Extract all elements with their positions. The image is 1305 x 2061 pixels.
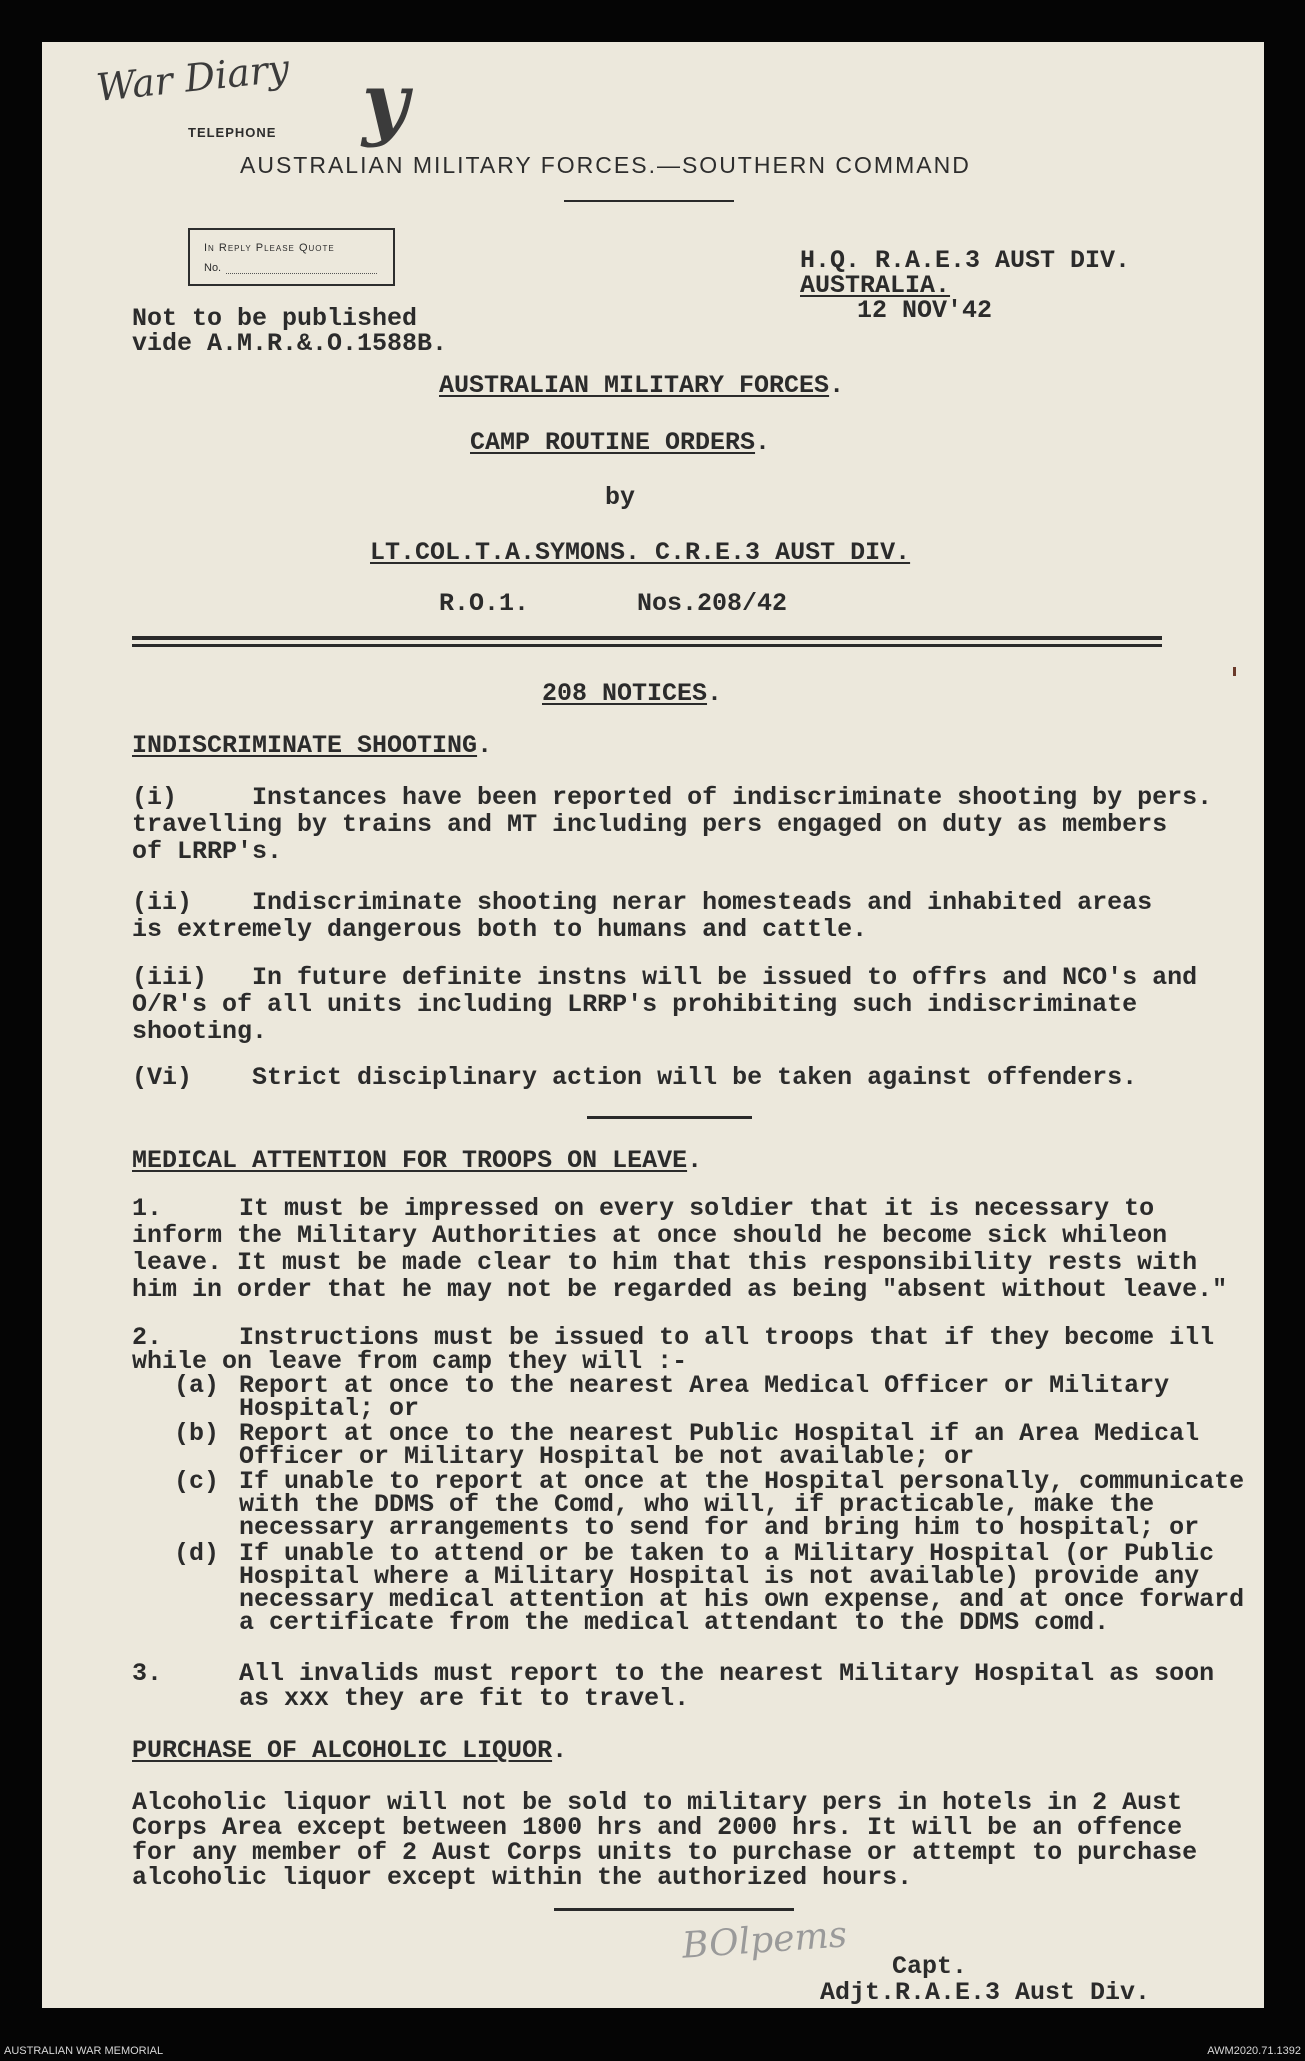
s2-sub-b-line1: Report at once to the nearest Public Hospital if an Area Medical: [239, 1419, 1200, 1448]
s1-item-2-num: (ii): [132, 888, 193, 917]
s2-para2-line2: while on leave from camp they will :-: [132, 1347, 688, 1376]
section2-heading-text: MEDICAL ATTENTION FOR TROOPS ON LEAVE: [132, 1146, 688, 1175]
s3-line4: alcoholic liquor except within the authorized hours.: [132, 1863, 913, 1892]
s2-sub-d-letter: (d): [174, 1539, 220, 1568]
s3-line3: for any member of 2 Aust Corps units to purchase or attempt to purchase: [132, 1838, 1198, 1867]
reply-quote-box: [188, 228, 395, 286]
section-divider-2: [554, 1908, 794, 1911]
s2-sub-b-letter: (b): [174, 1419, 220, 1448]
s3-line1: Alcoholic liquor will not be sold to military pers in hotels in 2 Aust: [132, 1788, 1183, 1817]
s1-item-3-line2: O/R's of all units including LRRP's prohibiting such indiscriminate: [132, 990, 1138, 1019]
s2-sub-d-line3: necessary medical attention at his own expense, and at once forward: [239, 1585, 1245, 1614]
s1-item-4-num: (Vi): [132, 1063, 193, 1092]
s2-sub-c-letter: (c): [174, 1467, 220, 1496]
s2-para3-line2: as xxx they are fit to travel.: [239, 1684, 690, 1713]
document-page: [42, 42, 1264, 2008]
s2-para3-line1: All invalids must report to the nearest Military Hospital as soon: [239, 1659, 1215, 1688]
section2-heading: MEDICAL ATTENTION FOR TROOPS ON LEAVE.: [132, 1146, 703, 1175]
orders-issuer: LT.COL.T.A.SYMONS. C.R.E.3 AUST DIV.: [370, 538, 911, 567]
footer-accession-number: AWM2020.71.1392: [1207, 2045, 1301, 2057]
s2-para1-line2: inform the Military Authorities at once should he become sick whileon: [132, 1221, 1168, 1250]
s1-item-3-line3: shooting.: [132, 1017, 268, 1046]
letterhead-title: AUSTRALIAN MILITARY FORCES.—SOUTHERN COMMAND: [240, 152, 971, 178]
letterhead-rule: [564, 200, 734, 202]
reply-box-number-label: No.: [204, 262, 222, 274]
s1-item-1-line3: of LRRP's.: [132, 837, 283, 866]
s2-para2-num: 2.: [132, 1323, 163, 1352]
section-divider-1: [587, 1116, 752, 1119]
telephone-label: TELEPHONE: [188, 125, 277, 140]
orders-title-line2: CAMP ROUTINE ORDERS.: [470, 428, 771, 457]
signature-rank: Capt.: [892, 1952, 968, 1981]
orders-title-by: by: [605, 483, 636, 512]
s2-sub-c-line1: If unable to report at once at the Hospital personally, communicate: [239, 1467, 1245, 1496]
s2-para2-line1: Instructions must be issued to all troops that if they become ill: [239, 1323, 1215, 1352]
reply-box-label: In Reply Please Quote: [204, 242, 335, 254]
handwritten-war-diary-note: War Diary: [94, 46, 292, 110]
s2-sub-c-line2: with the DDMS of the Comd, who will, if practicable, make the: [239, 1490, 1155, 1519]
section1-heading: INDISCRIMINATE SHOOTING.: [132, 731, 493, 760]
section3-heading-text: PURCHASE OF ALCOHOLIC LIQUOR: [132, 1736, 553, 1765]
s1-item-1-line2: travelling by trains and MT including pers engaged on duty as members: [132, 810, 1168, 839]
notices-heading: 208 NOTICES.: [542, 679, 723, 708]
s2-sub-a-line1: Report at once to the nearest Area Medical Officer or Military: [239, 1371, 1170, 1400]
s2-sub-d-line1: If unable to attend or be taken to a Military Hospital (or Public: [239, 1539, 1215, 1568]
ink-speck: [1233, 667, 1236, 676]
s2-para1-line3: leave. It must be made clear to him that this responsibility rests with: [132, 1248, 1198, 1277]
s1-item-1-line1: Instances have been reported of indiscriminate shooting by pers.: [252, 783, 1213, 812]
s2-para3-num: 3.: [132, 1659, 163, 1688]
orders-title-line1: AUSTRALIAN MILITARY FORCES.: [439, 371, 845, 400]
section3-heading: PURCHASE OF ALCOHOLIC LIQUOR.: [132, 1736, 568, 1765]
s2-sub-d-line4: a certificate from the medical attendant to the DDMS comd.: [239, 1608, 1110, 1637]
hq-address-line1: H.Q. R.A.E.3 AUST DIV.: [800, 246, 1131, 275]
handwritten-signature: BOlpems: [680, 1914, 849, 1967]
s1-item-2-line2: is extremely dangerous both to humans and cattle.: [132, 915, 868, 944]
orders-ref-right: Nos.208/42: [637, 589, 788, 618]
restriction-line2: vide A.M.R.&.O.1588B.: [132, 329, 448, 358]
heavy-rule-bottom: [132, 644, 1162, 647]
hq-address-line2: AUSTRALIA.: [800, 271, 951, 300]
s1-item-1-num: (i): [132, 783, 178, 812]
s2-sub-a-letter: (a): [174, 1371, 220, 1400]
restriction-line1: Not to be published: [132, 304, 418, 333]
s2-sub-c-line3: necessary arrangements to send for and bring him to hospital; or: [239, 1513, 1200, 1542]
reply-box-dotted-line: [226, 273, 377, 274]
document-date: 12 NOV'42: [857, 296, 993, 325]
archive-footer: [0, 2041, 1305, 2061]
s3-line2: Corps Area except between 1800 hrs and 2000 hrs. It will be an offence: [132, 1813, 1183, 1842]
orders-title-line2-text: CAMP ROUTINE ORDERS: [470, 428, 756, 457]
footer-institution: AUSTRALIAN WAR MEMORIAL: [4, 2045, 164, 2057]
signature-appointment: Adjt.R.A.E.3 Aust Div.: [820, 1978, 1151, 2007]
s1-item-3-num: (iii): [132, 963, 208, 992]
s1-item-2-line1: Indiscriminate shooting nerar homesteads and inhabited areas: [252, 888, 1153, 917]
orders-title-line1-text: AUSTRALIAN MILITARY FORCES: [439, 371, 830, 400]
s1-item-3-line1: In future definite instns will be issued to offrs and NCO's and: [252, 963, 1198, 992]
notices-heading-text: 208 NOTICES: [542, 679, 708, 708]
heavy-rule-top: [132, 636, 1162, 640]
s2-sub-a-line2: Hospital; or: [239, 1394, 420, 1423]
s2-para1-line4: him in order that he may not be regarded as being "absent without leave.": [132, 1275, 1228, 1304]
s1-item-4-line1: Strict disciplinary action will be taken against offenders.: [252, 1063, 1138, 1092]
orders-ref-left: R.O.1.: [439, 589, 530, 618]
s2-sub-d-line2: Hospital where a Military Hospital is not available) provide any: [239, 1562, 1200, 1591]
section1-heading-text: INDISCRIMINATE SHOOTING: [132, 731, 478, 760]
s2-para1-num: 1.: [132, 1194, 163, 1223]
s2-para1-line1: It must be impressed on every soldier that it is necessary to: [239, 1194, 1155, 1223]
handwritten-mark: y: [362, 55, 409, 149]
s2-sub-b-line2: Officer or Military Hospital be not available; or: [239, 1442, 975, 1471]
